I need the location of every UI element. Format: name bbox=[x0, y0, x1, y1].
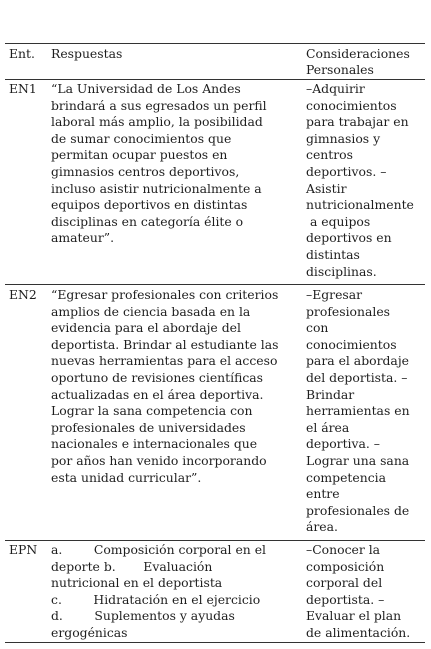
row-en1-entity: EN1 bbox=[9, 81, 37, 96]
header-respuestas: Respuestas bbox=[51, 46, 123, 61]
header-consideraciones-line1: Consideraciones bbox=[306, 46, 410, 61]
row-epn-consideracion-line: Evaluar el plan bbox=[306, 608, 402, 624]
row-en2-consideracion-line: con bbox=[306, 320, 329, 336]
row-en1-consideracion-line: nutricionalmente bbox=[306, 197, 414, 213]
row-en2-respuesta-line: profesionales de universidades bbox=[51, 419, 246, 435]
header-consideraciones-line2: Personales bbox=[306, 62, 374, 77]
row-en2-consideracion-line: el área bbox=[306, 419, 350, 435]
row-en1-bottom-rule bbox=[5, 284, 425, 285]
row-en1-respuesta-line: disciplinas en categoría élite o bbox=[51, 213, 244, 229]
row-en2-consideracion-line: para el abordaje bbox=[306, 353, 409, 369]
table-bottom-rule bbox=[5, 642, 425, 643]
row-epn-consideracion-line: deportista. – bbox=[306, 591, 385, 607]
row-epn-consideracion-line: corporal del bbox=[306, 575, 383, 591]
row-en2-respuesta-line: por años han venido incorporando bbox=[51, 453, 267, 468]
row-en1-respuesta-line: de sumar conocimientos que bbox=[51, 130, 232, 146]
row-en1-consideracion-line: a equipos bbox=[306, 213, 371, 229]
row-en2-consideracion-line: Brindar bbox=[306, 386, 355, 402]
row-epn-entity: EPN bbox=[9, 542, 38, 557]
row-en2-consideracion-line: deportiva. – bbox=[306, 436, 380, 452]
row-en1-respuesta-line: gimnasios centros deportivos, bbox=[51, 164, 240, 179]
row-en1-consideracion-line: deportivos. – bbox=[306, 164, 387, 179]
row-en1-respuesta-line: brindará a sus egresados un perfil bbox=[51, 97, 267, 113]
row-epn-consideracion-line: de alimentación. bbox=[306, 625, 411, 640]
row-en2-respuesta-line: actualizadas en el área deportiva. bbox=[51, 386, 264, 402]
row-en2-consideracion-line: área. bbox=[306, 519, 338, 535]
row-en2-consideracion-line: herramientas en bbox=[306, 403, 410, 419]
row-en2-respuesta-line: Lograr la sana competencia con bbox=[51, 403, 253, 419]
row-en1-consideracion-line: centros bbox=[306, 147, 353, 163]
row-en1-respuesta-line: permitan ocupar puestos en bbox=[51, 147, 228, 163]
row-en1-respuesta-line: equipos deportivos en distintas bbox=[51, 197, 248, 213]
row-en2-consideracion-line: conocimientos bbox=[306, 336, 397, 352]
row-en2-consideracion-line: –Egresar bbox=[306, 287, 363, 302]
row-en2-respuesta-line: “Egresar profesionales con criterios bbox=[51, 287, 279, 302]
row-en1-respuesta-line: incluso asistir nutricionalmente a bbox=[51, 180, 262, 196]
row-en2-consideracion-line: entre bbox=[306, 486, 340, 502]
row-en2-consideracion-line: del deportista. – bbox=[306, 370, 408, 385]
row-epn-respuesta-line: nutricional en el deportista bbox=[51, 575, 223, 591]
header-ent: Ent. bbox=[9, 46, 35, 61]
row-epn-respuesta-line: ergogénicas bbox=[51, 625, 128, 640]
row-epn-respuesta-line: c. Hidratación en el ejercicio bbox=[51, 591, 261, 607]
row-epn-respuesta-line: a. Composición corporal en el bbox=[51, 542, 266, 557]
row-en1-consideracion-line: Asistir bbox=[306, 180, 347, 196]
row-en1-respuesta-line: “La Universidad de Los Andes bbox=[51, 81, 241, 96]
row-en2-consideracion-line: profesionales de bbox=[306, 502, 410, 518]
row-epn-respuesta-line: d. Suplementos y ayudas bbox=[51, 608, 235, 624]
row-en1-consideracion-line: para trabajar en bbox=[306, 114, 409, 130]
table-top-rule bbox=[5, 43, 425, 44]
row-epn-respuesta-line: deporte b. Evaluación bbox=[51, 558, 213, 574]
row-en2-respuesta-line: nacionales e internacionales que bbox=[51, 436, 258, 452]
row-en1-consideracion-line: gimnasios y bbox=[306, 130, 381, 146]
row-en1-consideracion-line: distintas bbox=[306, 247, 360, 262]
row-en2-bottom-rule bbox=[5, 540, 425, 541]
row-en2-respuesta-line: evidencia para el abordaje del bbox=[51, 320, 241, 336]
row-en2-respuesta-line: nuevas herramientas para el acceso bbox=[51, 353, 278, 369]
header-bottom-rule bbox=[5, 79, 425, 80]
row-en2-entity: EN2 bbox=[9, 287, 37, 302]
row-en1-consideracion-line: conocimientos bbox=[306, 97, 397, 113]
row-en2-respuesta-line: esta unidad curricular”. bbox=[51, 469, 202, 485]
row-en2-consideracion-line: Lograr una sana bbox=[306, 453, 410, 468]
row-en1-respuesta-line: laboral más amplio, la posibilidad bbox=[51, 114, 263, 130]
row-en1-consideracion-line: –Adquirir bbox=[306, 81, 365, 96]
row-en1-consideracion-line: disciplinas. bbox=[306, 263, 377, 279]
row-en2-respuesta-line: oportuno de revisiones científicas bbox=[51, 370, 264, 385]
row-en2-respuesta-line: amplios de ciencia basada en la bbox=[51, 303, 251, 319]
row-epn-consideracion-line: –Conocer la bbox=[306, 542, 381, 557]
row-epn-consideracion-line: composición bbox=[306, 558, 385, 574]
row-en1-respuesta-line: amateur”. bbox=[51, 230, 115, 246]
row-en1-consideracion-line: deportivos en bbox=[306, 230, 392, 246]
row-en2-consideracion-line: profesionales bbox=[306, 303, 391, 319]
row-en2-respuesta-line: deportista. Brindar al estudiante las bbox=[51, 336, 279, 352]
row-en2-consideracion-line: competencia bbox=[306, 469, 386, 485]
